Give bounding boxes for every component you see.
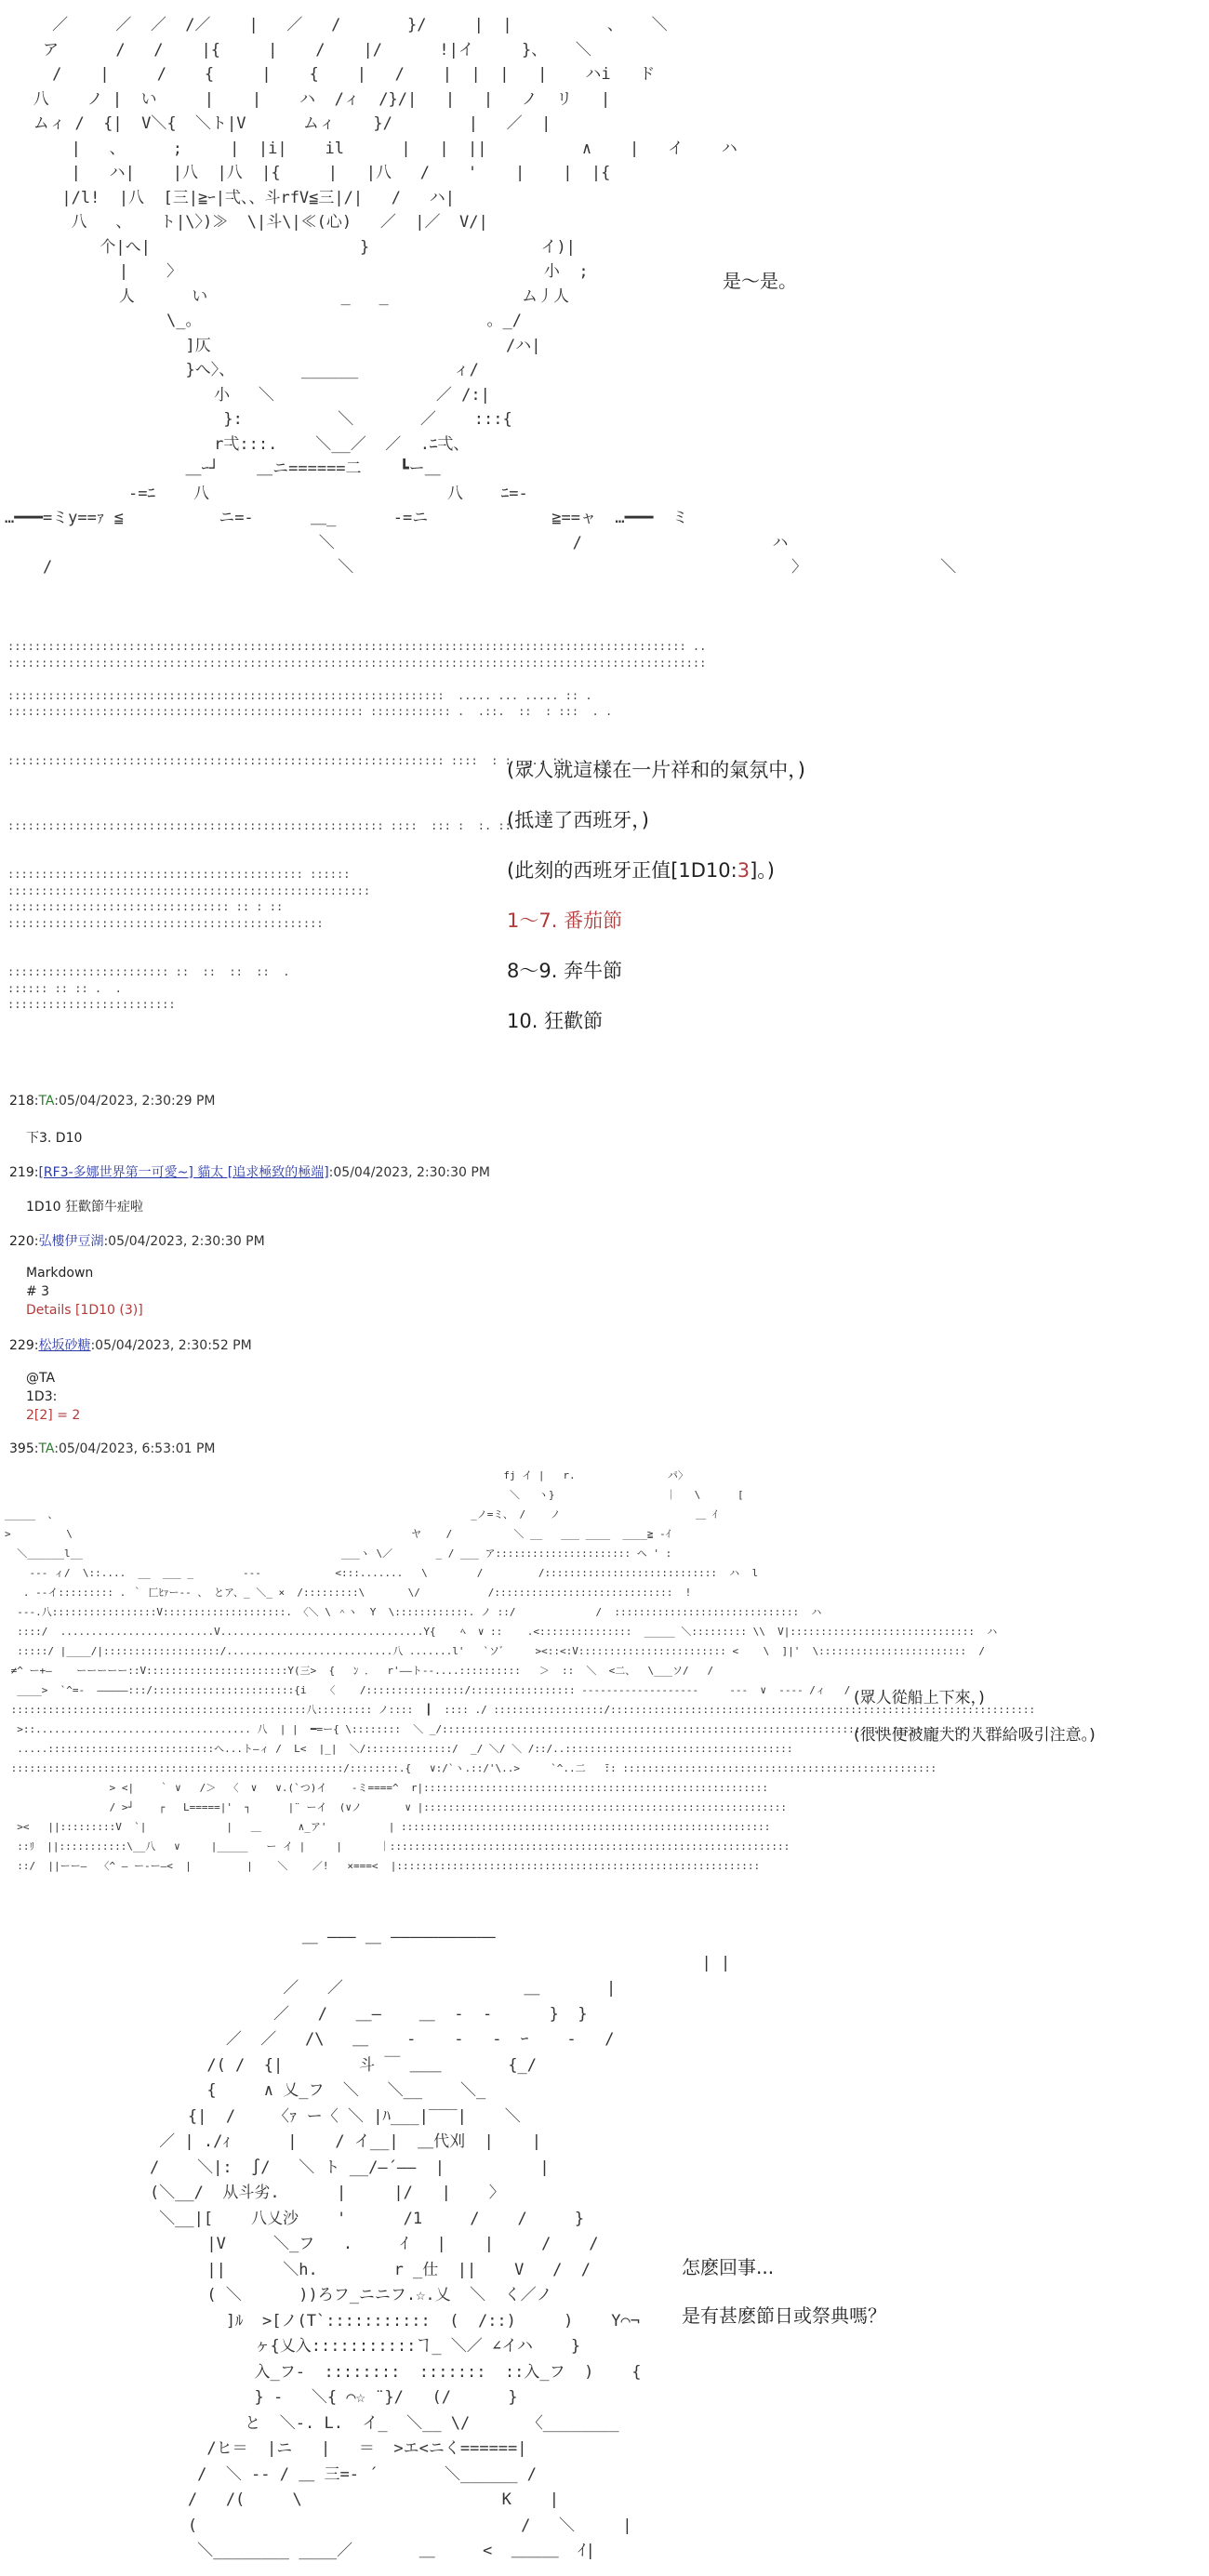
- post-body-218-line: 下3. D10: [26, 1131, 83, 1146]
- narration-line-2: (抵達了西班牙，): [507, 809, 649, 831]
- option-tomato-festival: 1～7. 番茄節: [507, 910, 623, 932]
- post-body-219-line: 1D10 狂歡節牛症啦: [26, 1200, 143, 1215]
- post-number: 229:: [9, 1338, 39, 1353]
- post-body-220-line: Markdown: [26, 1266, 94, 1281]
- post-date: :05/04/2023, 2:30:52 PM: [90, 1338, 252, 1353]
- post-body-220-line: # 3: [26, 1284, 50, 1299]
- post-header-395: [9, 1441, 216, 1456]
- ascii-art-crowd: fj イ | r. パ〉 ＼ ヽ} ｜ \ [ _____ 、 _ノ=ミ、 / ノ ＿ ｲ > \ ヤ / ＼ __ ___ ____ ____≧ -ｲ ＼______l__ ___ヽ \／ _ / ___ ア:::::::::::::::::::::: ヘ ' : --- ィ/ \::.... __ ___ _ --- <:::....... \ / /:::::::::::::::::::::::::::: ハ l . --イ::::::::: . ｀ 匚ﾋｧー-- 、 とア、_ ＼_ × /:::::::::\ \/ /::::::::::::::::::::::::::::: ! ---.八:::::::::::::::::V::::::::::::::::::::. 〈＼ \ ＾ヽ Y \::::::::::::. ノ ::/ / :::::::::::::::::::::::::::::: ハ ::::/ .........................V.................................Y{ ﾍ ∨ :: .<::::::::::::::: _____ ＼::::::::: \\ V|:::::::::::::::::::::::::::::: ハ :::::/ |____/|:::::::::::::::::::/...........................八 .......l' `ソﾞ ><::<:V:::::::::::::::::::::::: < \ ]|' \:::::::::::::::::::::::: / ≠^ ー+― ーーーーー::V:::::::::::::::::::::::Y(三> { ﾝ ． r'――ト‐-....:::::::::: ＞ :: ＼ <二、 \___ソ/ / ____> `^=- ―――――:::/:::::::::::::::::::::::{i 〈 /::::::::::::::::/::::::::::::::::: ------------------- --- ∨ ---- /ィ / ::::::::::::::::::::::::::::::::::::::::::::::::八::::::::: ノ:::: ┃ :::: ./ ::::::::::::::::::/::::::::::::::::::::::::::::::::::::::::::::::::::::::::::::::::::::: >::................................... 八 | | ━=ー{ \:::::::: ＼ _/::::::::::::::::::::::::::::::::::::::::::::::::::::::::::::::::::::::::::::::::::::::::: .....:::::::::::::::::::::::::::へ...ト―ィ / L< |_| ＼/::::::::::::::/ _/ ＼/ ＼ /::/..::::::::::::::::::::::::::::::::::::: ::::::::::::::::::::::::::::::::::::::::::::::::::::::/::::::::.{ ∨:/`ヽ.::/'\..> `^..二 ̄:: ::::::::::::::::::::::::::::::::::::::::::::::::::: > <| ｀ ∨ /＞ 〈 ∨ ∨.(`つ)イ ‐ミ====^ r|:::::::::::::::::::::::::::::::::::::::::::::::::::::::: / >┘ ┌ L=====|' ┐ |¨ ーイ (∨ノ ∨ |::::::::::::::::::::::::::::::::::::::::::::::::::::::::::: >< ||:::::::::V `| | ＿ ∧_ア' | :::::::::::::::::::::::::::::::::::::::::::::::::::::::::::: ::ﾘ ||:::::::::::\__八 ∨ |_____ ー イ | | ｜::::::::::::::::::::::::::::::::::::::::::::::::::::::::::::::::: ::/ ||ーー― 〈^ ― ー‐ー―< | | ＼ ／! ×===< |:::::::::::::::::::::::::::::::::::::::::::::::::::::::::::: [5, 1469, 1036, 1872]
- narration-crowd: (很快便被龐大的人群給吸引注意。): [854, 1726, 1096, 1745]
- ascii-dots-pattern: ::::::::::::::::::::::::::::::::::::::::::::::::::::::::::::::::::::::::::::::::::::::::::::::::::::: .. :::::::::::::::::::::::::::::::::::::::::::::::::::::::::::::::::::::::::::::::::::::::::::::::::::::::: ::::::::::::::::::::::::::::::::::::::::::::::::::::::::::::::::: ..... ... ..... :: . ::::::::::::::::::::::::::::::::::::::::::::::::::::: :::::::::::: . .::. :: : ::: . . ::::::::::::::::::::::::::::::::::::::::::::::::::::::::::::::::: :::: : : ... :: :::::::::::::::::::::::::::::::::::::::::::::::::::::::: :::: ::: : :. :: :::::::::::::::::::::::::::::::::::::::::::: :::::: :::::::::::::::::::::::::::::::::::::::::::::::::::::: ::::::::::::::::::::::::::::::::: :: : :: ::::::::::::::::::::::::::::::::::::::::::::::: :::::::::::::::::::::::: :: :: :: :: . :::::: :: :: . . :::::::::::::::::::::::::: [7, 640, 707, 1011]
- option-carnival: 10. 狂歡節: [507, 1010, 604, 1032]
- post-author[interactable]: 松坂砂糖: [38, 1338, 91, 1353]
- post-body-229-roll: 2[2] = 2: [26, 1408, 81, 1423]
- narration-disembark: (眾人從船上下來，): [854, 1689, 985, 1707]
- narration-line-3-post: ]。): [750, 859, 775, 882]
- post-number: 219:: [9, 1165, 39, 1180]
- speech-text: 是～是。: [723, 270, 797, 292]
- post-author[interactable]: TA: [38, 1094, 55, 1109]
- post-header-229: [9, 1335, 252, 1354]
- narration-line-1: (眾人就這樣在一片祥和的氣氛中，): [507, 759, 805, 781]
- speech-what-happened: 怎麽回事...: [682, 2256, 775, 2278]
- dice-roll-value: 3: [737, 859, 751, 882]
- post-body-229-line: 1D3:: [26, 1389, 58, 1404]
- ascii-art-character: ／ ／ ／ /／ | ／ / }/ | | 、 ＼ ア / / |{ | / |/ !|イ }、 ＼ / | / { | { | / | | | | ハi ド 八 ノ | い | | ハ /ィ /}/| | | ノ リ | ムィ / {| V＼{ ＼ト|V ムィ }/ | ／ | | 、 ; | |i| il | | || ∧ | イ ハ | ハ| |八 |八 |{ | |八 / ' | | |{ |/l! |八 [三|≧ｰ|弌、、斗rfV≦三|/| / ハ| 八 、 ト|\〉)≫ \|斗\|≪(心) ／ |／ V/| 个|へ| } イ)| | 〉 小 ; 人 い _ _ ム丿人 \_。 。_/ ]仄 /ハ| }へ〉、 ______ ィ/ 小 ＼ ／ /:| }: ＼ ／ :::{ r弌:::. ＼__／ ／ .ﾆ弌、 ＿ｰ┘ ＿ニ======二 ┗ー＿ -=ﾆ 八 八 ﾆ=- …━━━=ミy==ｧ ≦ ニ=- ＿_ -=ニ ≧==ャ …━━━ ミ ＼ / ハ / ＼ 〉 ＼: [5, 16, 957, 577]
- post-number: 395:: [9, 1441, 39, 1456]
- option-bull-festival: 8～9. 奔牛節: [507, 960, 623, 982]
- post-date: :05/04/2023, 6:53:01 PM: [54, 1441, 216, 1456]
- ascii-art-character-2: ＿ ――― ＿ ――――――――――― | | ／ ／ ＿ | ／ / ＿― ＿ - - } } ／ ／ /\ ＿ - - - ｰ - / /( / {| 斗 ￣ ＿＿ {_/ { ∧ 乂_フ ＼ ＼__ ＼_ {| / 〈ｧ ー〈 ＼ |ﾊ___|‾‾‾| ＼ ／ | ./ｨ | / イ__| ＿代刈 | | / ＼|: ∫/ ＼ ト __/―´―― | | (＼__/ 从斗劣. | |/ | 〉 ＼__|[ 八乂沙 ' /1 / / } |V ＼_フ . ｲ | | / / || ＼h. r _仕 || V / / ( ＼ ))ろフ_ニニフ.☆.乂 ＼ く／ノ ]ﾙ >[ノ(T`::::::::::: ( /::) ) Y⌒¬ ヶ{乂入:::::::::::ヿ_ ＼／ ∠イハ } 入_フ- :::::::: ::::::: ::入_フ ) { } - ＼{ ⌒☆ ¨}/ (/ } と ＼-. L. イ_ ＼__ \/ 〈________ /ヒ＝ |ニ | ＝ >エ<ニく======| / ＼ -‐ / ＿ 三=- ´ ＼______ / / /( \ K | ( / ＼ | ＼________ ____／ ＿ < ＿＿＿ ｲ|: [149, 1928, 731, 2560]
- post-date: :05/04/2023, 2:30:30 PM: [103, 1234, 265, 1249]
- post-author[interactable]: [RF3-多娜世界第一可愛~] 貓太 [追求極致的極端]: [38, 1165, 329, 1180]
- post-header-218: [9, 1094, 216, 1109]
- post-date: :05/04/2023, 2:30:29 PM: [54, 1094, 216, 1109]
- post-number: 218:: [9, 1094, 39, 1109]
- post-author[interactable]: TA: [38, 1441, 55, 1456]
- narration-line-3-pre: (此刻的西班牙正值[1D10:: [507, 859, 737, 882]
- post-author[interactable]: 弘樓伊豆湖: [38, 1234, 104, 1249]
- post-body-220-details[interactable]: Details [1D10 (3)]: [26, 1303, 143, 1318]
- post-header-220: [9, 1231, 265, 1250]
- speech-festival-question: 是有甚麽節日或祭典嗎？: [682, 2304, 886, 2327]
- post-body-229-line: @TA: [26, 1371, 56, 1386]
- post-header-219: [9, 1162, 490, 1181]
- post-date: :05/04/2023, 2:30:30 PM: [328, 1165, 490, 1180]
- narration-line-3: [507, 856, 775, 883]
- post-number: 220:: [9, 1234, 39, 1249]
